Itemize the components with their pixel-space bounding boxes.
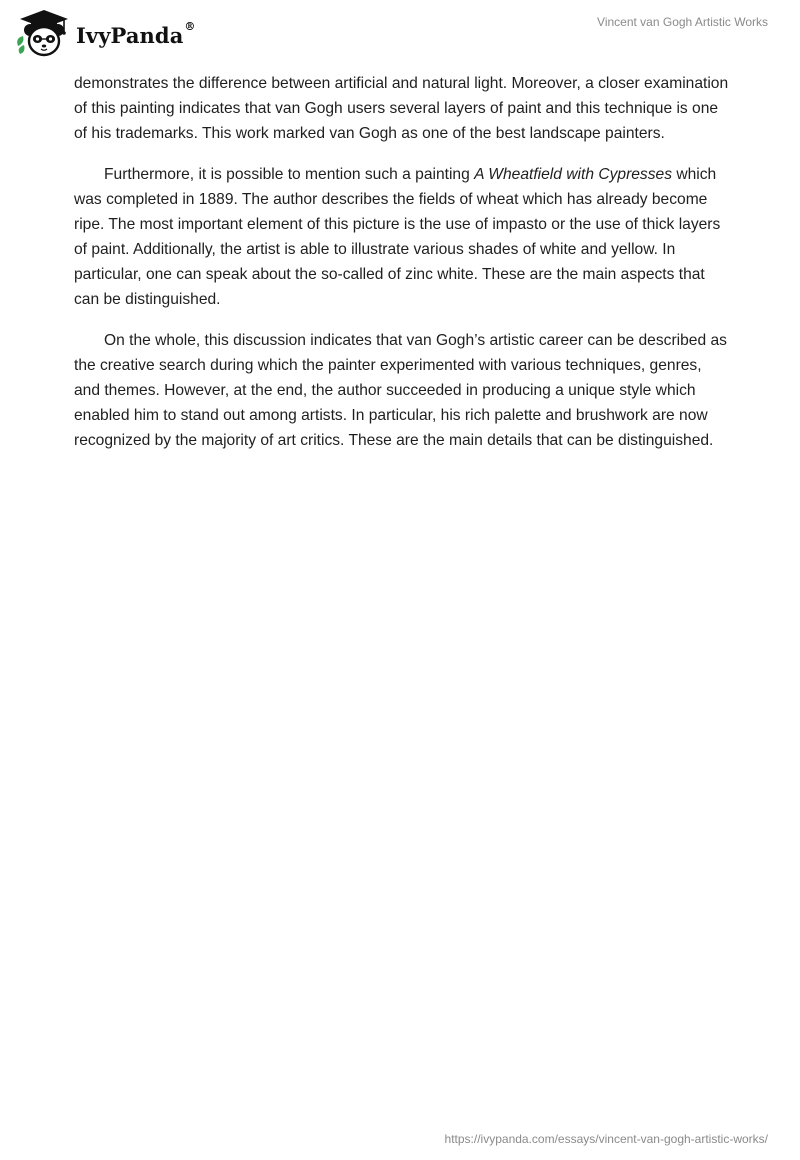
painting-title: A Wheatfield with Cypresses — [474, 166, 672, 183]
paragraph-1: demonstrates the difference between artificial and natural light. Moreover, a closer examination of this painting indicates that van Gogh users several layers of paint and this technique is one of his trademarks. This work marked van Gogh as one of the best landscape painters. — [74, 75, 729, 142]
panda-graduate-logo-icon — [14, 8, 74, 60]
page-header — [0, 0, 800, 70]
paragraph-2 — [74, 162, 730, 312]
brand-name: IvyPanda® — [76, 19, 196, 48]
paragraph-3: On the whole, this discussion indicates that van Gogh’s artistic career can be described as the creative search during which the painter experimented with various techniques, genres, and themes. However, at the end, the author succeeded in producing a unique style which enabled him to stand out among artists. In particular, his rich palette and brushwork are now recognized by the majority of art critics. These are the main details that can be distinguished. — [74, 332, 727, 449]
paragraph-2-text-b: which was completed in 1889. The author describes the fields of wheat which has already become ripe. The most important element of this picture is the use of impasto or the use of thick layers of paint. Additionally, the artist is able to illustrate various shades of white and yellow. In particular, one can speak about the so-called of zinc white. These are the main aspects that can be distinguished. — [74, 166, 721, 308]
ivypanda-logo[interactable] — [14, 8, 196, 60]
essay-body — [74, 71, 730, 469]
registered-mark: ® — [184, 19, 196, 33]
source-url[interactable]: https://ivypanda.com/essays/vincent-van-gogh-artistic-works/ — [444, 1132, 768, 1146]
document-title: Vincent van Gogh Artistic Works — [597, 15, 768, 29]
paragraph-2-text-a: Furthermore, it is possible to mention such a painting — [104, 166, 475, 183]
